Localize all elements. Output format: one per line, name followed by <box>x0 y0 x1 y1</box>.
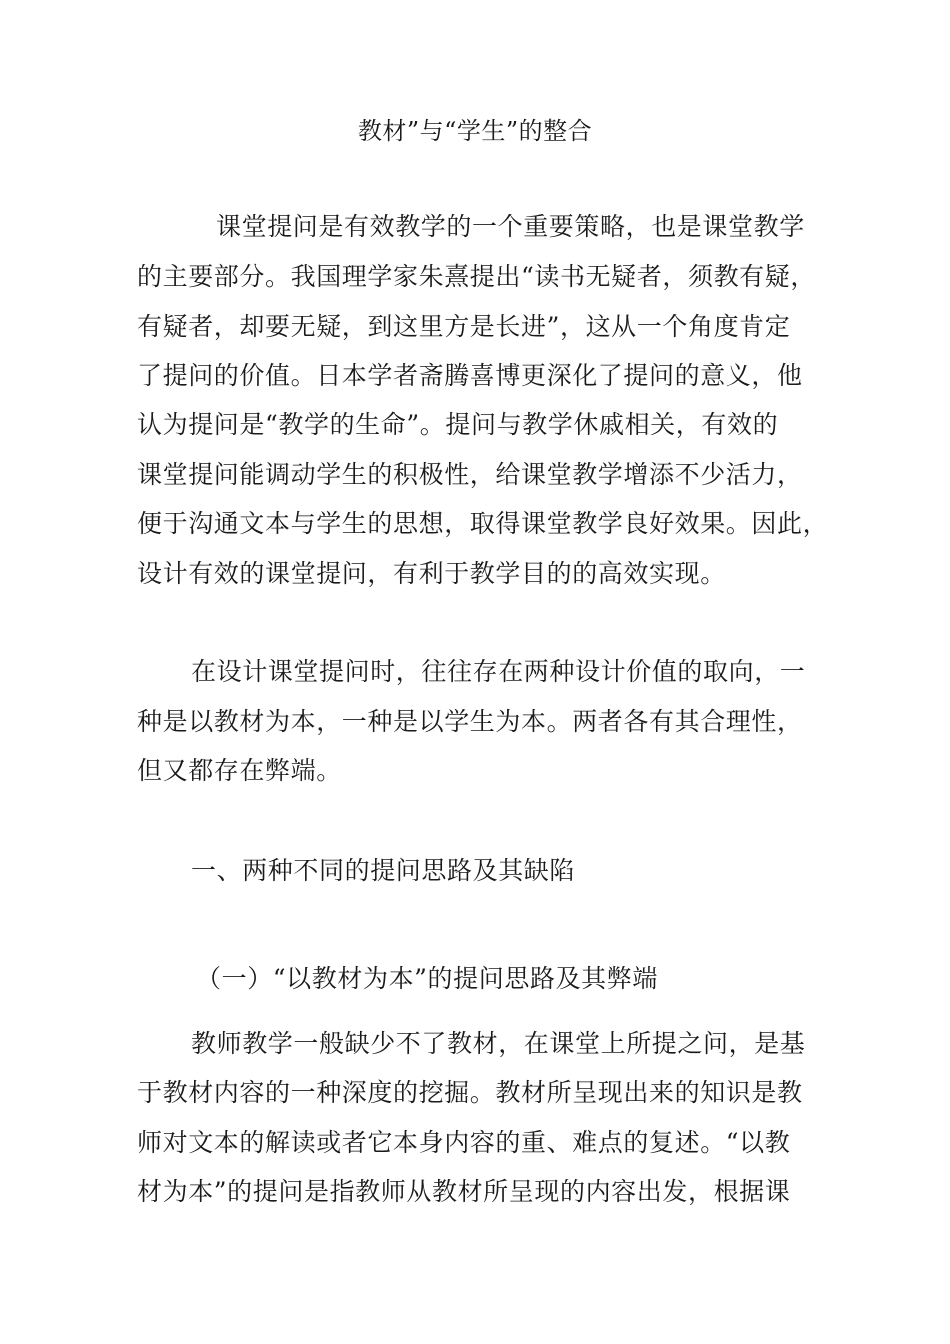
subsection-heading: （一）“以教材为本”的提问思路及其弊端 <box>196 964 658 993</box>
paragraph-line: 于教材内容的一种深度的挖掘。教材所呈现出来的知识是教 <box>137 1078 803 1107</box>
paragraph-line: 便于沟通文本与学生的思想，取得课堂教学良好效果。因此， <box>137 509 829 538</box>
paragraph-line: 了提问的价值。日本学者斋腾喜博更深化了提问的意义，他 <box>137 361 803 390</box>
document-title: 教材”与“学生”的整合 <box>357 117 593 145</box>
paragraph-line: 师对文本的解读或者它本身内容的重、难点的复述。“以教 <box>137 1128 791 1157</box>
paragraph-line: 在设计课堂提问时，往往存在两种设计价值的取向，一 <box>191 657 806 686</box>
paragraph-line: 课堂提问是有效教学的一个重要策略，也是课堂教学 <box>216 212 805 241</box>
paragraph-line: 认为提问是“教学的生命”。提问与教学休戚相关，有效的 <box>137 410 779 439</box>
paragraph-line: 材为本”的提问是指教师从教材所呈现的内容出发，根据课 <box>137 1177 791 1206</box>
paragraph-line: 设计有效的课堂提问，有利于教学目的的高效实现。 <box>137 559 726 588</box>
paragraph-line: 课堂提问能调动学生的积极性，给课堂教学增添不少活力， <box>137 460 803 489</box>
paragraph-line: 但又都存在弊端。 <box>137 756 342 785</box>
section-heading: 一、两种不同的提问思路及其缺陷 <box>191 856 576 885</box>
paragraph-line: 种是以教材为本，一种是以学生为本。两者各有其合理性， <box>137 707 803 736</box>
paragraph-line: 教师教学一般缺少不了教材，在课堂上所提之问，是基 <box>191 1029 806 1058</box>
paragraph-line: 的主要部分。我国理学家朱熹提出“读书无疑者，须教有疑， <box>137 262 816 291</box>
paragraph-line: 有疑者，却要无疑，到这里方是长进”，这从一个角度肯定 <box>137 312 791 341</box>
